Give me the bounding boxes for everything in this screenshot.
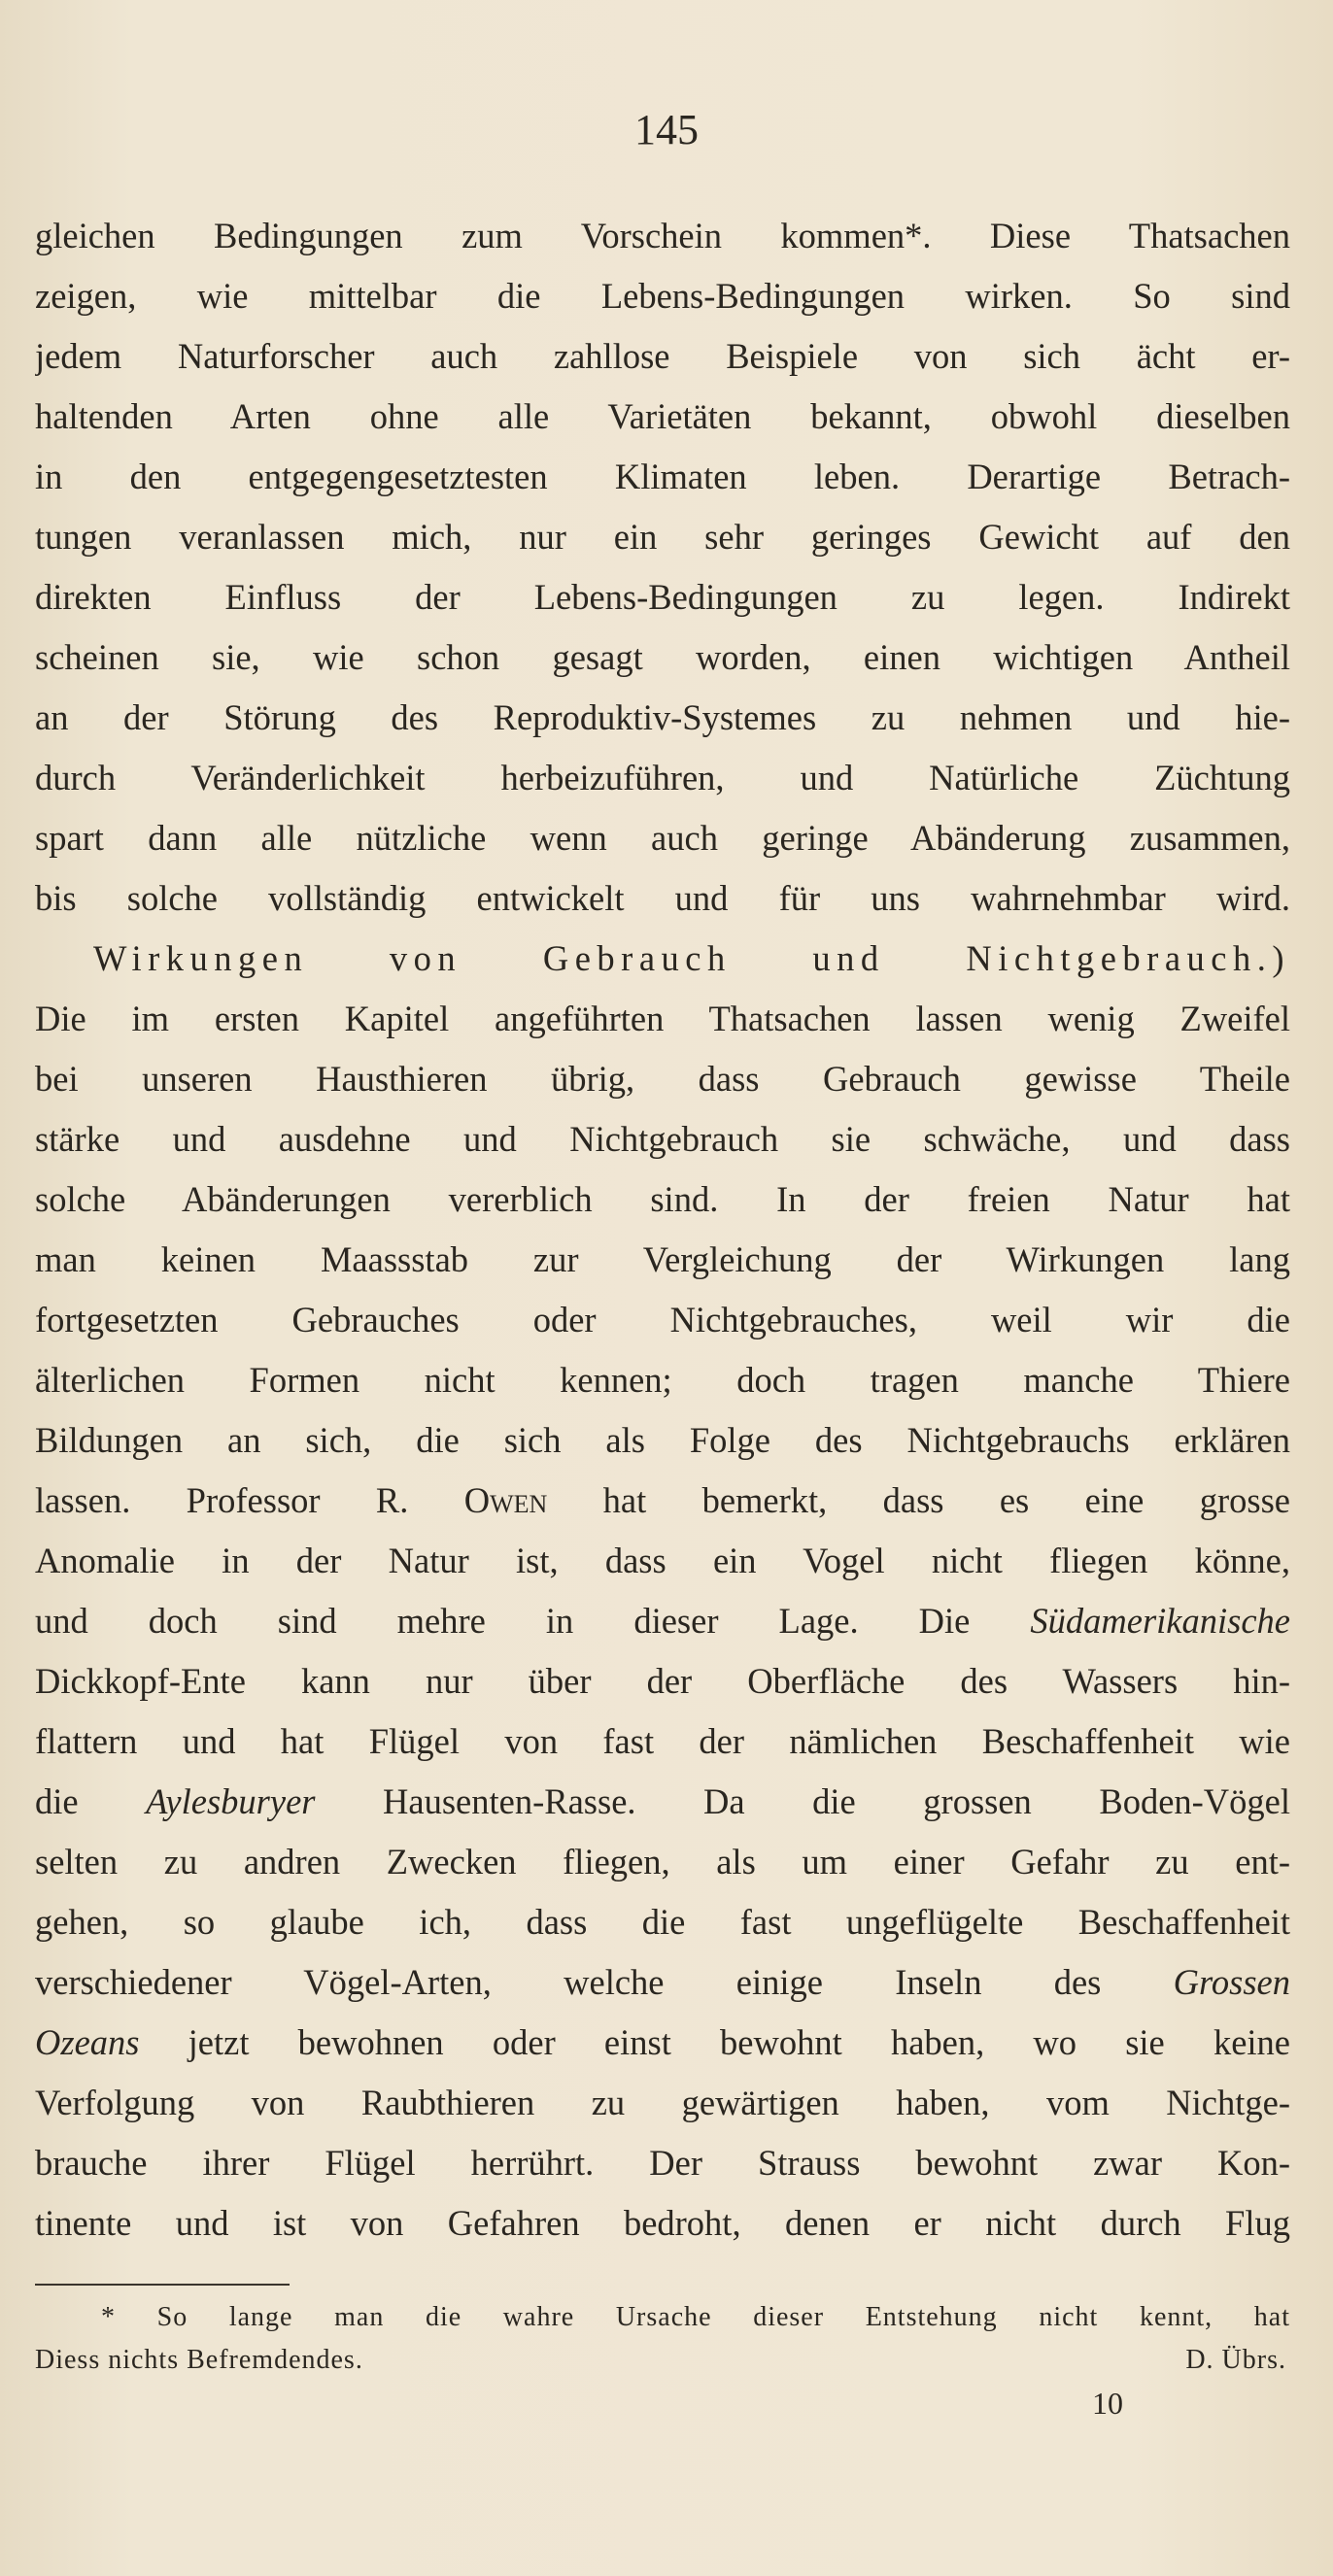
text-line: jedem Naturforscher auch zahllose Beispiele von sich ächt er- (35, 336, 1290, 376)
text-line: in den entgegengesetztesten Klimaten leben. Derartige Betrach- (35, 457, 1290, 496)
text-line: gleichen Bedingungen zum Vorschein kommen*. Diese Thatsachen (35, 216, 1290, 255)
text-segment: lassen. Professor R. (35, 1480, 464, 1520)
text-line: bis solche vollständig entwickelt und für uns wahrnehmbar wird. (35, 878, 1290, 918)
text-line (35, 1471, 1290, 1531)
text-line: solche Abänderungen vererblich sind. In der freien Natur hat (35, 1179, 1290, 1219)
text-segment: und doch sind mehre in dieser Lage. Die (35, 1601, 1031, 1641)
text-line (35, 2013, 1290, 2073)
text-segment: Hausenten-Rasse. Da die grossen Boden-Vögel (315, 1781, 1290, 1821)
footnote-line (35, 2339, 1290, 2382)
footnote-attribution: D. Übrs. (1185, 2345, 1286, 2375)
author-name: Owen (463, 1480, 548, 1520)
text-segment: verschiedener Vögel-Arten, welche einige Inseln des (35, 1962, 1174, 2002)
page-number: 145 (634, 106, 699, 153)
text-segment: hat bemerkt, dass es eine grosse (547, 1480, 1290, 1520)
text-line (35, 1772, 1290, 1832)
text-line: älterlichen Formen nicht kennen; doch tragen manche Thiere (35, 1360, 1290, 1400)
text-line: haltenden Arten ohne alle Varietäten bekannt, obwohl dieselben (35, 396, 1290, 436)
text-line: bei unseren Hausthieren übrig, dass Gebrauch gewisse Theile (35, 1059, 1290, 1099)
signature-mark: 10 (1092, 2386, 1123, 2421)
text-line: brauche ihrer Flügel herrührt. Der Strauss bewohnt zwar Kon- (35, 2143, 1290, 2183)
text-line: tungen veranlassen mich, nur ein sehr geringes Gewicht auf den (35, 517, 1290, 557)
text-line: man keinen Maassstab zur Vergleichung der Wirkungen lang (35, 1239, 1290, 1279)
text-line: gehen, so glaube ich, dass die fast ungeflügelte Beschaffenheit (35, 1902, 1290, 1942)
section-heading: Wirkungen von Gebrauch und Nichtgebrauch.) (93, 938, 1290, 978)
italic-term: Ozeans (35, 2022, 140, 2062)
text-line (35, 1952, 1290, 2013)
text-line: zeigen, wie mittelbar die Lebens-Bedingungen wirken. So sind (35, 276, 1290, 316)
footnote (35, 2296, 1290, 2382)
main-text (35, 206, 1290, 2254)
italic-term: Aylesburyer (146, 1781, 316, 1821)
text-line: Die im ersten Kapitel angeführten Thatsachen lassen wenig Zweifel (35, 999, 1290, 1038)
text-line: an der Störung des Reproduktiv-Systemes zu nehmen und hie- (35, 697, 1290, 737)
italic-term: Grossen (1173, 1962, 1290, 2002)
text-line: spart dann alle nützliche wenn auch geringe Abänderung zusammen, (35, 818, 1290, 858)
text-line: flattern und hat Flügel von fast der nämlichen Beschaffenheit wie (35, 1721, 1290, 1761)
text-line: stärke und ausdehne und Nichtgebrauch sie schwäche, und dass (35, 1119, 1290, 1159)
text-line: fortgesetzten Gebrauches oder Nichtgebrauches, weil wir die (35, 1300, 1290, 1339)
text-line: Verfolgung von Raubthieren zu gewärtigen haben, vom Nichtge- (35, 2083, 1290, 2122)
text-line: tinente und ist von Gefahren bedroht, denen er nicht durch Flug (35, 2203, 1290, 2243)
text-segment: die (35, 1781, 147, 1821)
italic-term: Südamerikanische (1030, 1601, 1290, 1641)
footnote-line: * So lange man die wahre Ursache dieser Entstehung nicht kennt, hat (101, 2302, 1290, 2332)
text-line: direkten Einfluss der Lebens-Bedingungen zu legen. Indirekt (35, 577, 1290, 617)
text-line: Bildungen an sich, die sich als Folge des Nichtgebrauchs erklären (35, 1420, 1290, 1460)
footnote-text: Diess nichts Befremdendes. (35, 2345, 363, 2375)
footnote-rule (35, 2284, 290, 2286)
text-segment: jetzt bewohnen oder einst bewohnt haben, wo sie keine (139, 2022, 1290, 2062)
text-line: scheinen sie, wie schon gesagt worden, einen wichtigen Antheil (35, 637, 1290, 677)
text-line: Anomalie in der Natur ist, dass ein Vogel nicht fliegen könne, (35, 1541, 1290, 1580)
text-line: selten zu andren Zwecken fliegen, als um einer Gefahr zu ent- (35, 1842, 1290, 1881)
text-line (35, 1591, 1290, 1651)
text-line: durch Veränderlichkeit herbeizuführen, und Natürliche Züchtung (35, 758, 1290, 797)
text-line: Dickkopf-Ente kann nur über der Oberfläche des Wassers hin- (35, 1661, 1290, 1701)
